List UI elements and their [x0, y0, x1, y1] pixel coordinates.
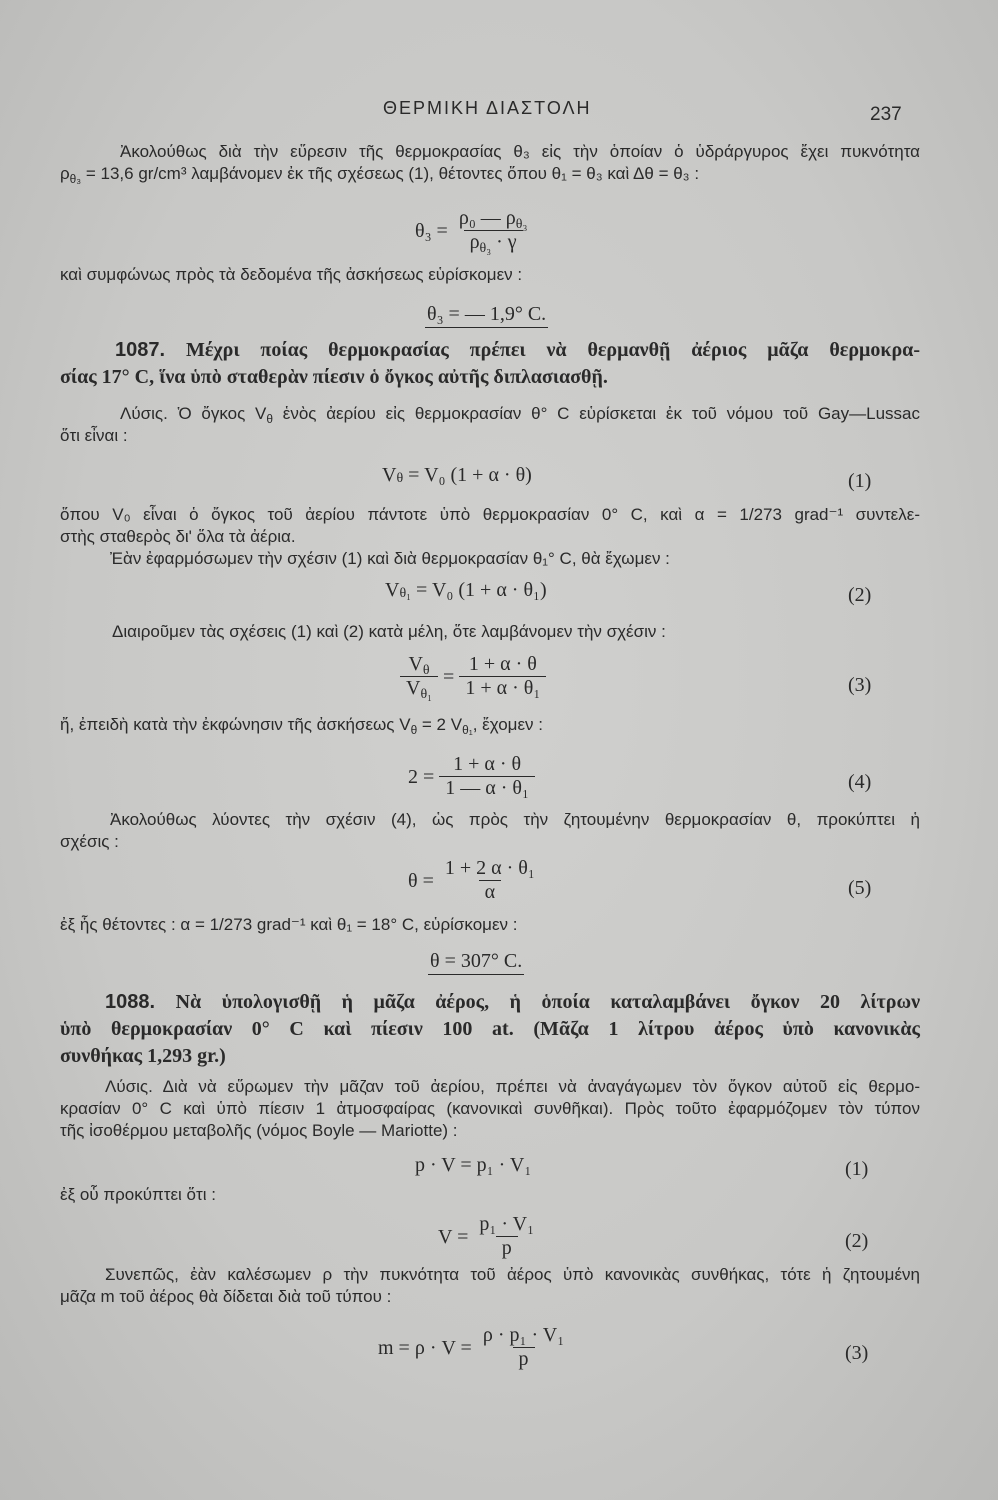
text-line: στὴς σταθερὸς δι' ὅλα τὰ ἀέρια. — [60, 527, 296, 546]
text-segment: = 2 V — [417, 715, 463, 734]
solution-label: Λύσις. — [120, 404, 168, 423]
fraction — [439, 753, 535, 800]
intro-result: θ₃ = — 1,9° C. — [425, 302, 548, 328]
problem-line: ὑπὸ θερμοκρασίαν 0° C καὶ πίεσιν 100 at. (Μᾶζα 1 λίτρου ἀέρος ὑπὸ κανονικὰς — [60, 1018, 920, 1040]
solve-paragraph — [60, 809, 920, 853]
where-paragraph — [60, 504, 920, 548]
text-line: καὶ συμφώνως πρὸς τὰ δεδομένα τῆς ἀσκήσεως εὑρίσκομεν : — [60, 265, 523, 284]
text-segment: = 13,6 gr/cm³ λαμβάνομεν ἐκ τῆς σχέσεως (1), θέτοντες ὅπου θ₁ = θ₃ καὶ Δθ = θ₃ : — [81, 164, 700, 183]
problem-number: 1088. — [105, 991, 156, 1013]
substitute-paragraph — [60, 914, 920, 936]
numerator: 1 + α · θ — [453, 753, 522, 775]
denominator-rest: · γ — [491, 231, 517, 253]
divide-paragraph — [60, 621, 920, 643]
equation-rhs: = V₀ (1 + α · θ₁) — [411, 579, 547, 601]
page-number: 237 — [870, 104, 902, 125]
subscript: θ — [410, 722, 418, 737]
symbol: V — [408, 653, 423, 675]
fraction — [400, 653, 438, 703]
symbol: V — [406, 677, 421, 699]
denominator: p — [513, 1347, 535, 1371]
equals-sign: = — [443, 665, 455, 688]
subscript: θ — [266, 411, 273, 426]
text-line: Διαιροῦμεν τὰς σχέσεις (1) καὶ (2) κατὰ μέλη, ὅτε λαμβάνομεν τὴν σχέσιν : — [112, 622, 666, 641]
text-line: ὅπου V₀ εἶναι ὁ ὄγκος τοῦ ἀερίου πάντοτε ὑπὸ θερμοκρασίαν 0° C, καὶ α = 1/273 grad⁻¹ συντελε- — [60, 505, 920, 524]
problem-1087 — [60, 337, 920, 391]
denominator: 1 — α · θ₁ — [439, 776, 535, 800]
text-line: Ἀκολούθως λύοντες τὴν σχέσιν (4), ὡς πρὸς τὴν ζητουμένην θερμοκρασίαν θ, προκύπτει ἡ — [110, 810, 920, 829]
text-line: Συνεπῶς, ἐὰν καλέσωμεν ρ τὴν πυκνότητα τοῦ ἀέρος ὑπὸ κανονικὰς συνθήκας, τότε ἡ ζητουμένη — [105, 1265, 920, 1284]
equation-lhs: m = ρ · V = — [378, 1336, 472, 1359]
equation-rhs: = V₀ (1 + α · θ) — [403, 464, 532, 486]
text-line: ἐξ οὗ προκύπτει ὅτι : — [60, 1185, 216, 1204]
numerator: p₁ · V₁ — [479, 1213, 535, 1235]
text-line — [60, 714, 920, 736]
equation-volume — [438, 1213, 545, 1260]
text-line: μᾶζα m τοῦ ἀέρος θὰ δίδεται διὰ τοῦ τύπου : — [60, 1287, 392, 1306]
problem-1088 — [60, 989, 920, 1070]
equation-2: V θ₁ = V₀ (1 + α · θ₁) — [385, 579, 547, 602]
equation-4 — [408, 753, 540, 800]
equation-tag: (4) — [848, 771, 872, 793]
fraction — [477, 1324, 570, 1371]
denominator-text: ρ — [469, 231, 480, 253]
denominator: p — [496, 1236, 518, 1260]
follows-paragraph — [60, 1184, 920, 1206]
text-line — [60, 403, 920, 425]
subscript: θ₃ — [515, 217, 528, 233]
symbol: V — [385, 579, 400, 601]
equation-tag: (1) — [845, 1158, 869, 1180]
equation-text: p · V = p₁ · V₁ — [415, 1154, 532, 1176]
subscript: θ₁ — [462, 722, 473, 737]
problem-number: 1087. — [115, 339, 166, 361]
solution-1087-intro — [60, 403, 920, 447]
subscript: θ₃ — [69, 171, 82, 186]
subscript: θ₃ — [479, 241, 492, 257]
equation-1: V θ = V₀ (1 + α · θ) — [382, 464, 532, 487]
equation-3 — [395, 653, 551, 703]
equation-tag: (3) — [845, 1342, 869, 1364]
problem-line — [60, 337, 920, 364]
intro-paragraph — [60, 141, 920, 185]
symbol: ρ — [60, 164, 70, 183]
subscript: θ₁ — [420, 687, 433, 703]
text-line — [60, 163, 920, 185]
text-line: κρασίαν 0° C καὶ ὑπὸ πίεσιν 1 ἀτμοσφαίρας (κανονικαὶ συνθῆκαι). Πρὸς τοῦτο ἐφαρμόζομεν τὸν τύπον — [60, 1099, 920, 1118]
solution-label: Λύσις. — [105, 1077, 153, 1096]
fraction — [439, 857, 541, 904]
equation-tag: (3) — [848, 674, 872, 696]
numerator: 1 + α · θ — [468, 653, 537, 675]
numerator: 1 + 2 α · θ₁ — [444, 857, 535, 879]
problem-line — [60, 989, 920, 1016]
equation-tag: (2) — [845, 1230, 869, 1252]
denominator — [464, 230, 523, 257]
text-line: σχέσις : — [60, 832, 119, 851]
denominator — [400, 676, 438, 703]
denominator: α — [479, 880, 501, 904]
equation-lhs: V = — [438, 1225, 469, 1248]
since-paragraph — [60, 714, 920, 736]
symbol: V — [382, 464, 397, 486]
text-line — [60, 1076, 920, 1098]
text-segment: Ὁ ὄγκος V — [167, 404, 267, 423]
equation-tag: (1) — [848, 470, 872, 492]
text-line: ἐξ ἧς θέτοντες : α = 1/273 grad⁻¹ καὶ θ₁ = 18° C, εὑρίσκομεν : — [60, 915, 518, 934]
problem-line: σίας 17° C, ἵνα ὑπὸ σταθερὰν πίεσιν ὁ ὄγκος αὐτῆς διπλασιασθῇ. — [60, 366, 608, 388]
equation-lhs: 2 = — [408, 765, 435, 788]
equation-tag: (2) — [848, 584, 872, 606]
text-line: τῆς ἰσοθέρμου μεταβολῆς (νόμος Boyle — Mariotte) : — [60, 1121, 458, 1140]
numerator — [402, 653, 435, 679]
hence-paragraph — [60, 1264, 920, 1308]
fraction — [473, 1213, 540, 1260]
text-line: Ἐὰν ἐφαρμόσωμεν τὴν σχέσιν (1) καὶ διὰ θερμοκρασίαν θ₁° C, θὰ ἔχωμεν : — [110, 549, 670, 568]
numerator — [453, 207, 534, 233]
text-line: Ἀκολούθως διὰ τὴν εὕρεσιν τῆς θερμοκρασίας θ₃ εἰς τὴν ὁποίαν ὁ ὑδράργυρος ἔχει πυκνότητα — [120, 142, 920, 161]
numerator: ρ · p₁ · V₁ — [482, 1324, 565, 1346]
text-segment: ἤ, ἐπειδὴ κατὰ τὴν ἐκφώνησιν τῆς ἀσκήσεως V — [60, 715, 411, 734]
intro-lead — [60, 264, 920, 286]
fraction — [453, 207, 534, 257]
problem-text: Μέχρι ποίας θερμοκρασίας πρέπει νὰ θερμανθῇ ἀέριος μᾶζα θερμοκρα- — [185, 339, 921, 361]
equation-lhs: θ = — [408, 869, 434, 892]
apply-paragraph — [60, 548, 920, 570]
subscript: θ — [422, 663, 430, 679]
equation-lhs: θ₃ = — [415, 219, 448, 242]
text-line: ὅτι εἶναι : — [60, 426, 128, 445]
fraction — [459, 653, 546, 700]
solution-1088-intro — [60, 1076, 920, 1142]
equation-5 — [408, 857, 546, 904]
equation-boyle — [415, 1153, 531, 1177]
text-segment: Διὰ νὰ εὕρωμεν τὴν μᾶζαν τοῦ ἀερίου, πρέπει νὰ ἀναγάγωμεν τὸν ὄγκον αὐτοῦ εἰς θερμο- — [152, 1077, 920, 1096]
problem-line: συνθήκας 1,293 gr.) — [60, 1045, 226, 1067]
solution-1087-result: θ = 307° C. — [428, 949, 524, 975]
denominator: 1 + α · θ₁ — [459, 676, 546, 700]
equation-theta3 — [415, 207, 538, 257]
problem-text: Νὰ ὑπολογισθῇ ἡ μᾶζα ἀέρος, ἡ ὁποία καταλαμβάνει ὄγκον 20 λίτρων — [175, 991, 921, 1013]
running-header: ΘΕΡΜΙΚΗ ΔΙΑΣΤΟΛΗ — [383, 98, 592, 118]
text-segment: ἑνὸς ἀερίου εἰς θερμοκρασίαν θ° C εὑρίσκεται ἐκ τοῦ νόμου τοῦ Gay—Lussac — [273, 404, 920, 423]
equation-tag: (5) — [848, 877, 872, 899]
numerator-text: ρ₀ — ρ — [458, 207, 516, 229]
text-segment: , ἔχομεν : — [472, 715, 543, 734]
equation-mass — [378, 1324, 575, 1371]
